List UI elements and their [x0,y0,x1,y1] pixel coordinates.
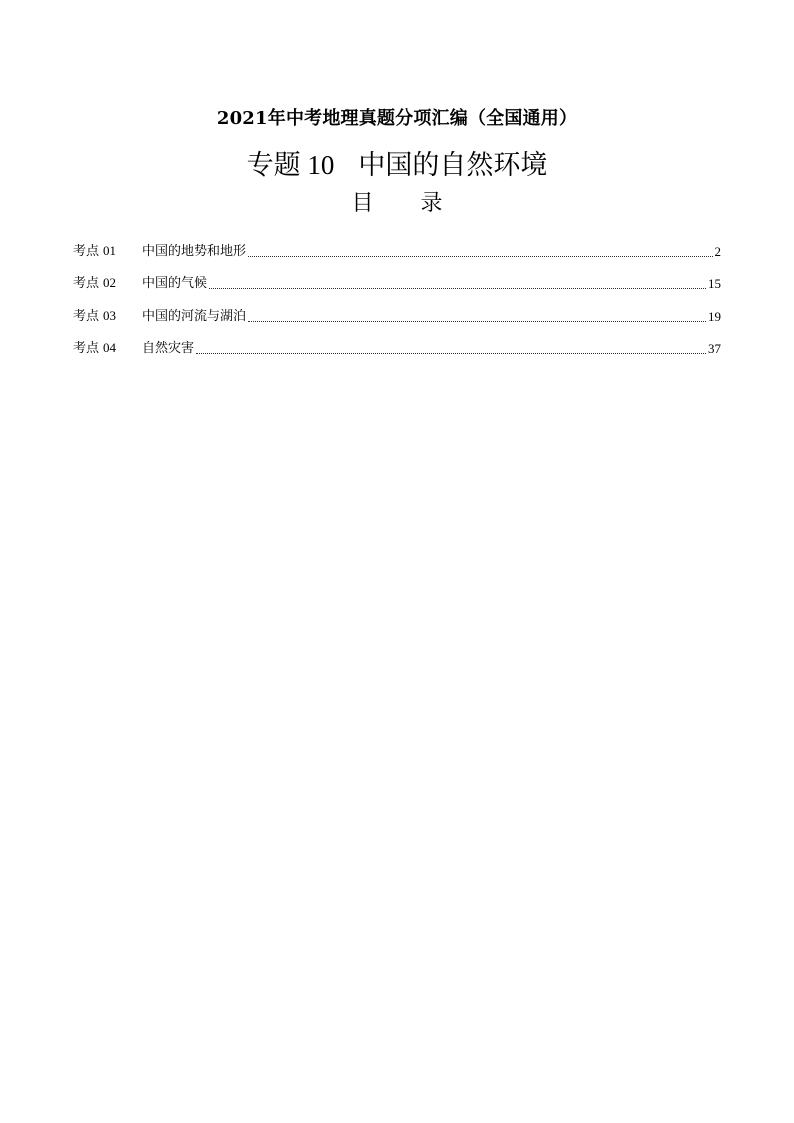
toc-heading: 目 录 [351,191,463,216]
toc-entry-prefix: 考点 [73,243,100,259]
toc-entry-number: 03 [103,307,117,323]
table-of-contents [73,228,721,358]
toc-entry[interactable] [73,326,721,359]
topic-number: 专题 10 [246,150,335,180]
series-title: 2021年中考地理真题分项汇编（全国通用） [216,108,578,129]
toc-entry-page[interactable]: 19 [708,308,721,324]
toc-entry-key [73,274,142,293]
toc-entry-key [73,307,142,326]
toc-entry-label[interactable]: 中国的地势和地形 [142,243,247,259]
toc-entry[interactable] [73,293,721,326]
toc-entry-number: 01 [103,242,117,258]
toc-entry[interactable] [73,261,721,294]
toc-leader-dots [248,320,706,322]
toc-leader-dots [209,287,706,289]
toc-entry-key [73,339,142,358]
toc-entry-number: 02 [103,275,117,290]
topic-name: 中国的自然环境 [358,150,548,181]
toc-leader-dots [196,352,706,354]
toc-entry-label[interactable]: 中国的河流与湖泊 [142,308,247,324]
toc-entry-label[interactable]: 自然灾害 [142,341,195,356]
toc-entry-prefix: 考点 [73,276,100,291]
toc-entry-number: 04 [103,340,117,355]
toc-entry-page[interactable]: 2 [714,243,721,259]
topic-title [0,143,794,182]
toc-entry-page[interactable]: 37 [708,341,721,356]
toc-entry[interactable] [73,228,721,261]
toc-entry-page[interactable]: 15 [708,276,721,291]
toc-entry-prefix: 考点 [73,308,100,324]
toc-entry-prefix: 考点 [73,341,100,356]
toc-leader-dots [248,255,712,257]
toc-entry-key [73,242,142,261]
toc-entry-label[interactable]: 中国的气候 [142,276,208,291]
